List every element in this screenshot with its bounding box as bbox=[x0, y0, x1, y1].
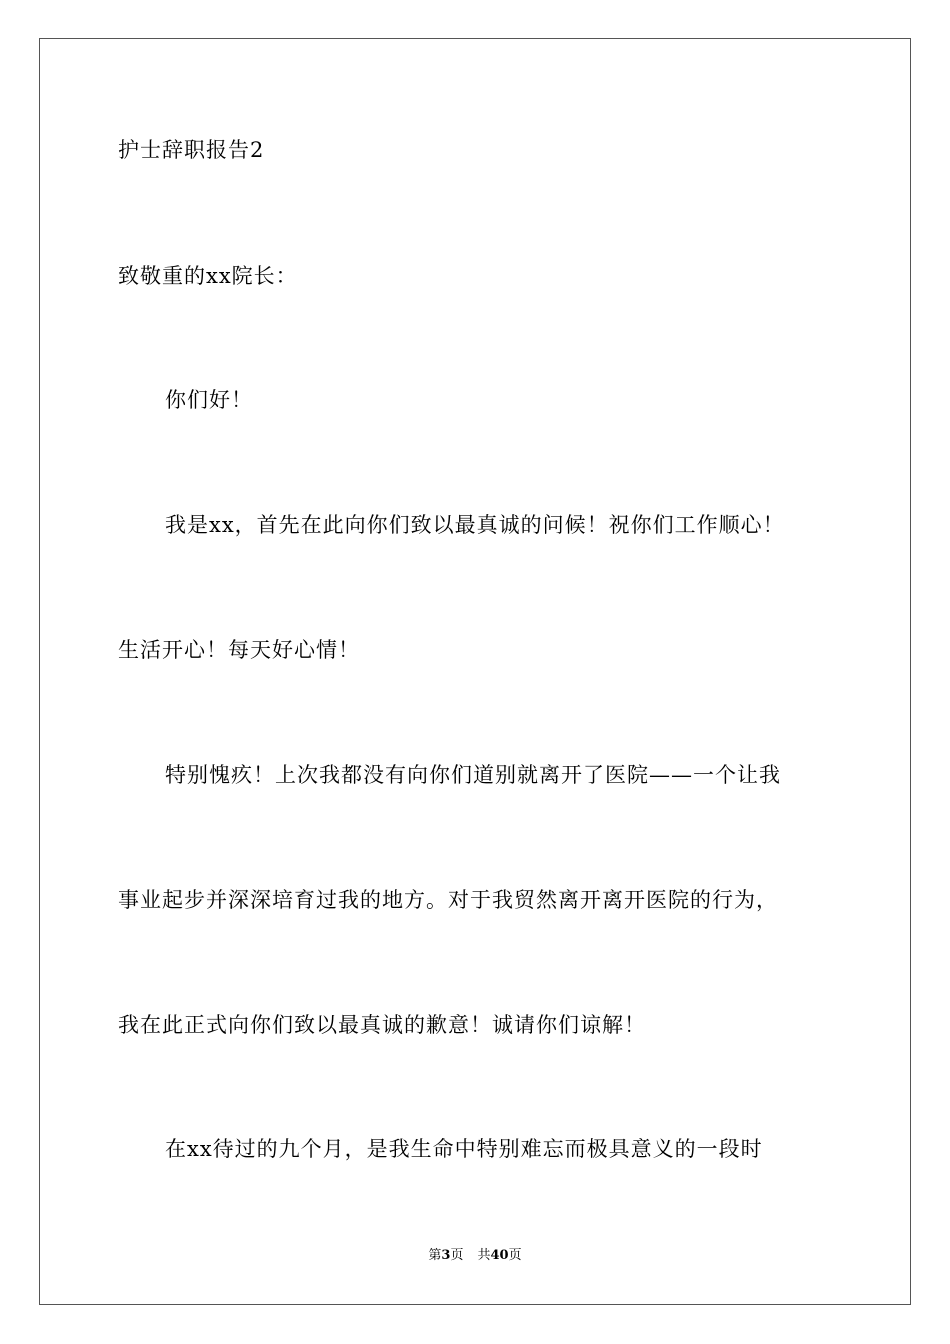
total-pages: 40 bbox=[490, 1248, 509, 1263]
salutation: 致敬重的xx院长： bbox=[118, 264, 298, 288]
page-suffix: 页 bbox=[450, 1248, 464, 1263]
document-title: 护士辞职报告2 bbox=[118, 138, 265, 162]
page-prefix: 第 bbox=[428, 1248, 442, 1263]
page-number: 3 bbox=[441, 1248, 451, 1263]
page-border bbox=[39, 38, 911, 1305]
total-suffix: 页 bbox=[508, 1248, 522, 1263]
paragraph-line: 事业起步并深深培育过我的地方。对于我贸然离开离开医院的行为， bbox=[118, 888, 778, 912]
total-prefix: 共 bbox=[477, 1248, 491, 1263]
greeting-line: 你们好！ bbox=[165, 388, 253, 412]
paragraph-line: 生活开心！每天好心情！ bbox=[118, 638, 360, 662]
paragraph-line: 特别愧疚！上次我都没有向你们道别就离开了医院——一个让我 bbox=[165, 763, 781, 787]
paragraph-line: 在xx待过的九个月，是我生命中特别难忘而极具意义的一段时 bbox=[165, 1137, 763, 1161]
page-footer bbox=[0, 1248, 950, 1264]
paragraph-line: 我是xx，首先在此向你们致以最真诚的问候！祝你们工作顺心！ bbox=[165, 513, 785, 537]
paragraph-line: 我在此正式向你们致以最真诚的歉意！诚请你们谅解！ bbox=[118, 1013, 646, 1037]
